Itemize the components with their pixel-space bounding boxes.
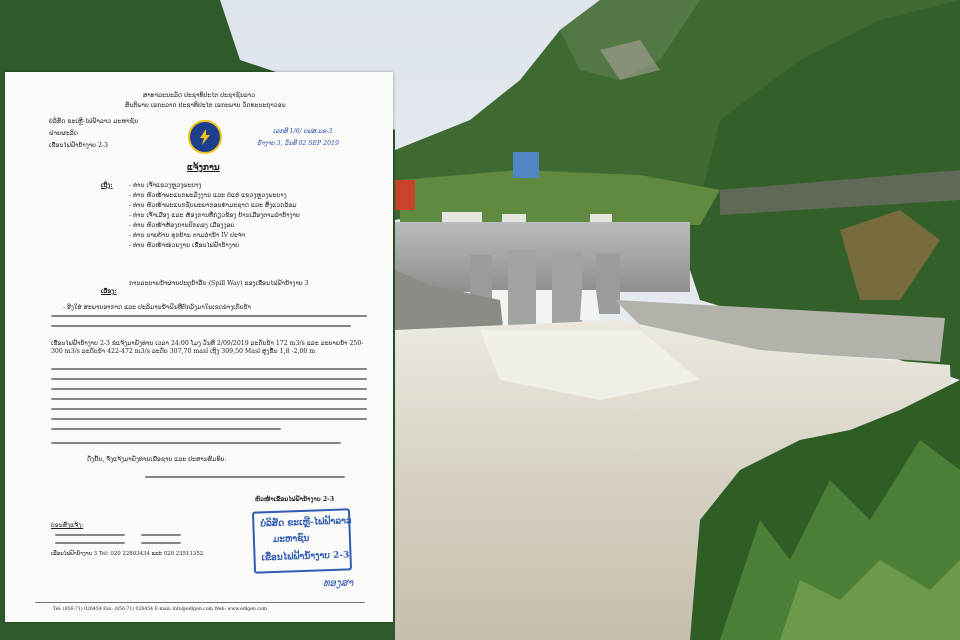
body-paragraph: ເຂື່ອນໄຟຟ້ານ້ຳງາບ 2-3 ຂໍແຈ້ງມາຍັງທ່ານ ເວລາ 24:00 ໂມງ ວັນທີ 2/09/2019 ລະດັບນ້ຳ 172 m3/s ແລະ ລະບາຍນ້ຳ 250-300 m3/s ລະດັບນ້ຳ 422-472 m3/s ລະດັບ 307,70 masl ເຖິງ 309,50 Masl ສູງຂຶ້ນ 1,8 -2,00 m xyxy=(51,340,364,355)
closing-text: ດັ່ງນັ້ນ, ຈຶ່ງແຈ້ງມາຍັງທ່ານເພື່ອຊາບ ແລະ ປະສານສົມທົບ. xyxy=(87,456,227,463)
subject-text: ການລະບາຍນ້ຳຜ່ານປະຕູນ້ຳລົ້ນ (Spill Way) ຂອງເຂື່ອນໄຟຟ້ານ້ຳງາບ 3 xyxy=(129,280,309,287)
company-logo xyxy=(188,120,222,154)
header-line-2: ສັນຕິພາບ ເອກະລາດ ປະຊາທິປະໄຕ ເອກະພາບ ວັດທະນະຖາວອນ xyxy=(125,102,286,109)
document-date: ນ້ຳງາບ 3, ວັນທີ 02 SEP 2019 xyxy=(257,140,339,147)
contacts-label: ບ່ອນສົ່ງແຈ້ງ: xyxy=(51,522,84,529)
document-footer: Tel: (856-71) 026454 Fax: (856-71) 026454 E-mail: info@edlgen.com Web: www.edlgen.com xyxy=(53,607,268,612)
recipient-1: - ທ່ານ ເຈົ້າແຂວງຫຼວງພະບາງ xyxy=(129,182,202,189)
lightning-icon xyxy=(196,128,214,146)
signatory-title: ຫົວໜ້າເຂື່ອນໄຟຟ້ານ້ຳງາບ 2-3 xyxy=(255,496,335,503)
recipient-4: - ທ່ານ ເຈົ້າເມືອງ ແລະ ຫ້ອງການທີ່ກ່ຽວຂ້ອງ ບ້ານເມືອງຕາມລຳນ້ຳງາບ xyxy=(129,212,300,219)
recipient-6: - ທ່ານ ນາຍບ້ານ ທຸກບ້ານ ຕາມລຳນ້ຳ IV ປະຈຳ xyxy=(129,232,246,239)
stamp-line-3: ເຂື່ອນໄຟຟ້ານ້ຳງາບ 2-3 xyxy=(261,550,350,564)
notice-document xyxy=(5,72,393,622)
recipient-7: - ທ່ານ ຫົວໜ້າໜ່ວຍງານ ເຂື່ອນໄຟຟ້ານ້ຳງາບ xyxy=(129,242,240,249)
official-stamp xyxy=(252,508,352,573)
signature-name: ທອງສາ xyxy=(323,578,354,589)
phone-line: ເຂື່ອນໄຟຟ້ານ້ຳງາບ 3 Tel: 020 22803434 ແລະ 020 23511352 xyxy=(51,551,204,557)
recipient-5: - ທ່ານ ຫົວໜ້າຫ້ອງການປົກຄອງ ເມືອງງອຍ xyxy=(129,222,235,229)
reference-number: ເລກທີ 1/6/ ບຟສ.ນຂ-3 xyxy=(273,128,333,135)
header-line-1: ສາທາລະນະລັດ ປະຊາທິປະໄຕ ປະຊາຊົນລາວ xyxy=(143,92,256,99)
recipient-2: - ທ່ານ ຫົວໜ້າພະແນກພະລັງງານ ແລະ ບໍ່ແຮ່ ແຂວງຫຼວງພະບາງ xyxy=(129,192,287,199)
org-line-1: ບໍລິສັດ ຂະເຫຼີ-ໄຟຟ້າລາວ ມະຫາຊົນ xyxy=(49,118,139,125)
notice-title: ແຈ້ງການ xyxy=(187,163,220,173)
recipients-label: ເຖິງ: xyxy=(101,182,113,189)
recipient-3: - ທ່ານ ຫົວໜ້າພະແນກຊັບພະຍາກອນທຳມະຊາດ ແລະ ສິ່ງແວດລ້ອມ xyxy=(129,202,297,209)
org-line-2: ຝ່າຍຜະລິດ xyxy=(49,130,79,137)
body-reference: - ອີງໃສ່ ສະພາບອາກາດ ແລະ ປະລິມານນ້ຳຝົນທີ່ຕົກລົງມາໃນເຂດອ່າງເກັບນ້ຳ xyxy=(63,304,251,311)
stamp-line-1: ບໍລິສັດ ຂະເຫຼີ-ໄຟຟ້າລາວ xyxy=(260,516,352,530)
dam-wall xyxy=(395,222,690,292)
org-line-3: ເຂື່ອນໄຟຟ້ານ້ຳງາບ 2-3 xyxy=(49,142,108,149)
subject-label: ເລື່ອງ: xyxy=(101,288,117,295)
stamp-line-2: ມະຫາຊົນ xyxy=(272,533,310,546)
